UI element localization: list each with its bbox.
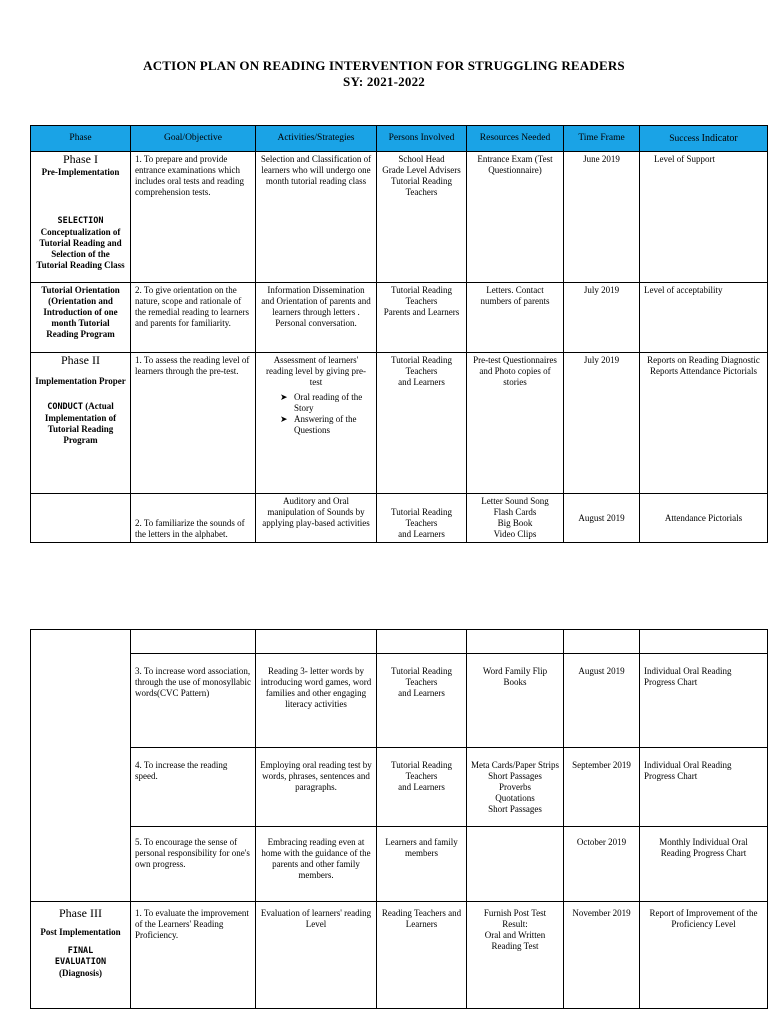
persons-cell: Tutorial Reading Teachers and Learners [377, 654, 467, 748]
header-phase: Phase [31, 126, 131, 152]
success-cell: Individual Oral Reading Progress Chart [640, 654, 768, 748]
resources-cell: Letters. Contact numbers of parents [467, 283, 564, 353]
phase-title: Phase I [63, 152, 98, 166]
success-cell: Attendance Pictorials [640, 494, 768, 543]
phase-subtitle: Pre-Implementation [41, 167, 120, 177]
persons-cell: Tutorial Reading Teachers and Learners [377, 353, 467, 494]
activities-bullets [260, 392, 372, 436]
phase-title: Phase II [61, 353, 100, 367]
time-cell: June 2019 [564, 152, 640, 283]
persons-cell: School Head Grade Level Advisers Tutorial Reading Teachers [377, 152, 467, 283]
activities-cell: Reading 3- letter words by introducing word games, word families and other engaging literacy activities [256, 654, 377, 748]
header-persons: Persons Involved [377, 126, 467, 152]
empty-cell [467, 630, 564, 654]
time-cell: August 2019 [564, 494, 640, 543]
time-cell: August 2019 [564, 654, 640, 748]
resources-cell: Word Family Flip Books [467, 654, 564, 748]
persons-cell: Tutorial Reading Teachers Parents and Learners [377, 283, 467, 353]
persons-cell: Tutorial Reading Teachers and Learners [377, 494, 467, 543]
table-header-row [31, 126, 768, 152]
table-row [31, 152, 768, 283]
activities-cell: Employing oral reading test by words, phrases, sentences and paragraphs. [256, 748, 377, 827]
header-activities: Activities/Strategies [256, 126, 377, 152]
bullet-text: Oral reading of the Story [294, 392, 363, 413]
persons-cell: Reading Teachers and Learners [377, 902, 467, 1009]
time-cell: September 2019 [564, 748, 640, 827]
list-item [260, 414, 372, 436]
goal-cell: 2. To familiarize the sounds of the letters in the alphabet. [131, 494, 256, 543]
bullet-text: Answering of the Questions [294, 414, 357, 435]
success-cell: Report of Improvement of the Proficiency Level [640, 902, 768, 1009]
header-success [640, 126, 768, 152]
resources-cell: Pre-test Questionnaires and Photo copies of stories [467, 353, 564, 494]
empty-cell [564, 630, 640, 654]
resources-cell: Furnish Post Test Result: Oral and Written Reading Test [467, 902, 564, 1009]
phase-cell [31, 494, 131, 543]
time-cell: October 2019 [564, 827, 640, 902]
empty-cell [640, 630, 768, 654]
phase-label: CONDUCT [47, 402, 84, 412]
resources-cell: Letter Sound Song Flash Cards Big Book Video Clips [467, 494, 564, 543]
time-cell: November 2019 [564, 902, 640, 1009]
action-plan-table-page-2 [30, 629, 768, 1009]
empty-cell [377, 630, 467, 654]
activities-cell: Auditory and Oral manipulation of Sounds by applying play-based activities [256, 494, 377, 543]
table-row [31, 827, 768, 902]
phase-cell [31, 152, 131, 283]
goal-cell: 4. To increase the reading speed. [131, 748, 256, 827]
header-success-b: Indicator [701, 132, 738, 144]
header-time: Time Frame [564, 126, 640, 152]
empty-cell [256, 630, 377, 654]
header-resources: Resources Needed [467, 126, 564, 152]
table-row [31, 630, 768, 654]
success-cell: Reports on Reading Diagnostic Reports Attendance Pictorials [640, 353, 768, 494]
phase-label: SELECTION [57, 216, 104, 226]
goal-cell: 1. To assess the reading level of learners through the pre-test. [131, 353, 256, 494]
phase-description: Conceptualization of Tutorial Reading and Selection of the Tutorial Reading Class [36, 227, 125, 270]
phase-cell [31, 630, 131, 902]
phase-label: FINAL EVALUATION [54, 946, 107, 967]
list-item [260, 392, 372, 414]
phase-subtitle: Implementation Proper [35, 376, 126, 386]
goal-cell: 5. To encourage the sense of personal responsibility for one's own progress. [131, 827, 256, 902]
phase-title: Phase III [59, 906, 102, 920]
phase-description: (Diagnosis) [58, 968, 102, 978]
success-cell: Individual Oral Reading Progress Chart [640, 748, 768, 827]
success-cell: Level of acceptability [640, 283, 768, 353]
phase-subtitle: Post Implementation [40, 927, 121, 937]
time-cell: July 2019 [564, 353, 640, 494]
header-goal: Goal/Objective [131, 126, 256, 152]
activities-cell: Selection and Classification of learners who will undergo one month tutorial reading class [256, 152, 377, 283]
activities-cell: Evaluation of learners' reading Level [256, 902, 377, 1009]
table-row [31, 748, 768, 827]
resources-cell: Meta Cards/Paper Strips Short Passages Proverbs Quotations Short Passages [467, 748, 564, 827]
arrow-bullet-icon: ➤ [280, 392, 288, 402]
table-row [31, 353, 768, 494]
goal-cell: 1. To prepare and provide entrance examinations which includes oral tests and reading comprehension tests. [131, 152, 256, 283]
activities-cell [256, 353, 377, 494]
resources-cell [467, 827, 564, 902]
activities-cell: Embracing reading even at home with the guidance of the parents and other family members. [256, 827, 377, 902]
goal-cell: 2. To give orientation on the nature, scope and rationale of the remedial reading to learners and parents for familiarity. [131, 283, 256, 353]
success-cell: Monthly Individual Oral Reading Progress Chart [640, 827, 768, 902]
activities-text: Assessment of learners' reading level by giving pre-test [266, 355, 366, 387]
action-plan-table-page-1 [30, 125, 768, 543]
persons-cell: Tutorial Reading Teachers and Learners [377, 748, 467, 827]
goal-cell: 1. To evaluate the improvement of the Learners' Reading Proficiency. [131, 902, 256, 1009]
resources-cell: Entrance Exam (Test Questionnaire) [467, 152, 564, 283]
phase-cell: Tutorial Orientation (Orientation and Introduction of one month Tutorial Reading Program [31, 283, 131, 353]
table-row [31, 283, 768, 353]
goal-cell: 3. To increase word association, through the use of monosyllabic words(CVC Pattern) [131, 654, 256, 748]
phase-cell [31, 902, 131, 1009]
activities-cell: Information Dissemination and Orientation of parents and learners through letters . Personal conversation. [256, 283, 377, 353]
phase-description: (Actual Implementation of Tutorial Reading Program [44, 401, 117, 445]
empty-cell [131, 630, 256, 654]
phase-cell [31, 353, 131, 494]
table-row [31, 902, 768, 1009]
header-success-a: Success [669, 133, 702, 144]
table-row [31, 654, 768, 748]
success-cell: Level of Support [640, 152, 768, 283]
persons-cell: Learners and family members [377, 827, 467, 902]
document-title: ACTION PLAN ON READING INTERVENTION FOR STRUGGLING READERS [143, 58, 625, 73]
table-row [31, 494, 768, 543]
school-year: SY: 2021-2022 [343, 74, 425, 89]
time-cell: July 2019 [564, 283, 640, 353]
arrow-bullet-icon: ➤ [280, 414, 288, 424]
